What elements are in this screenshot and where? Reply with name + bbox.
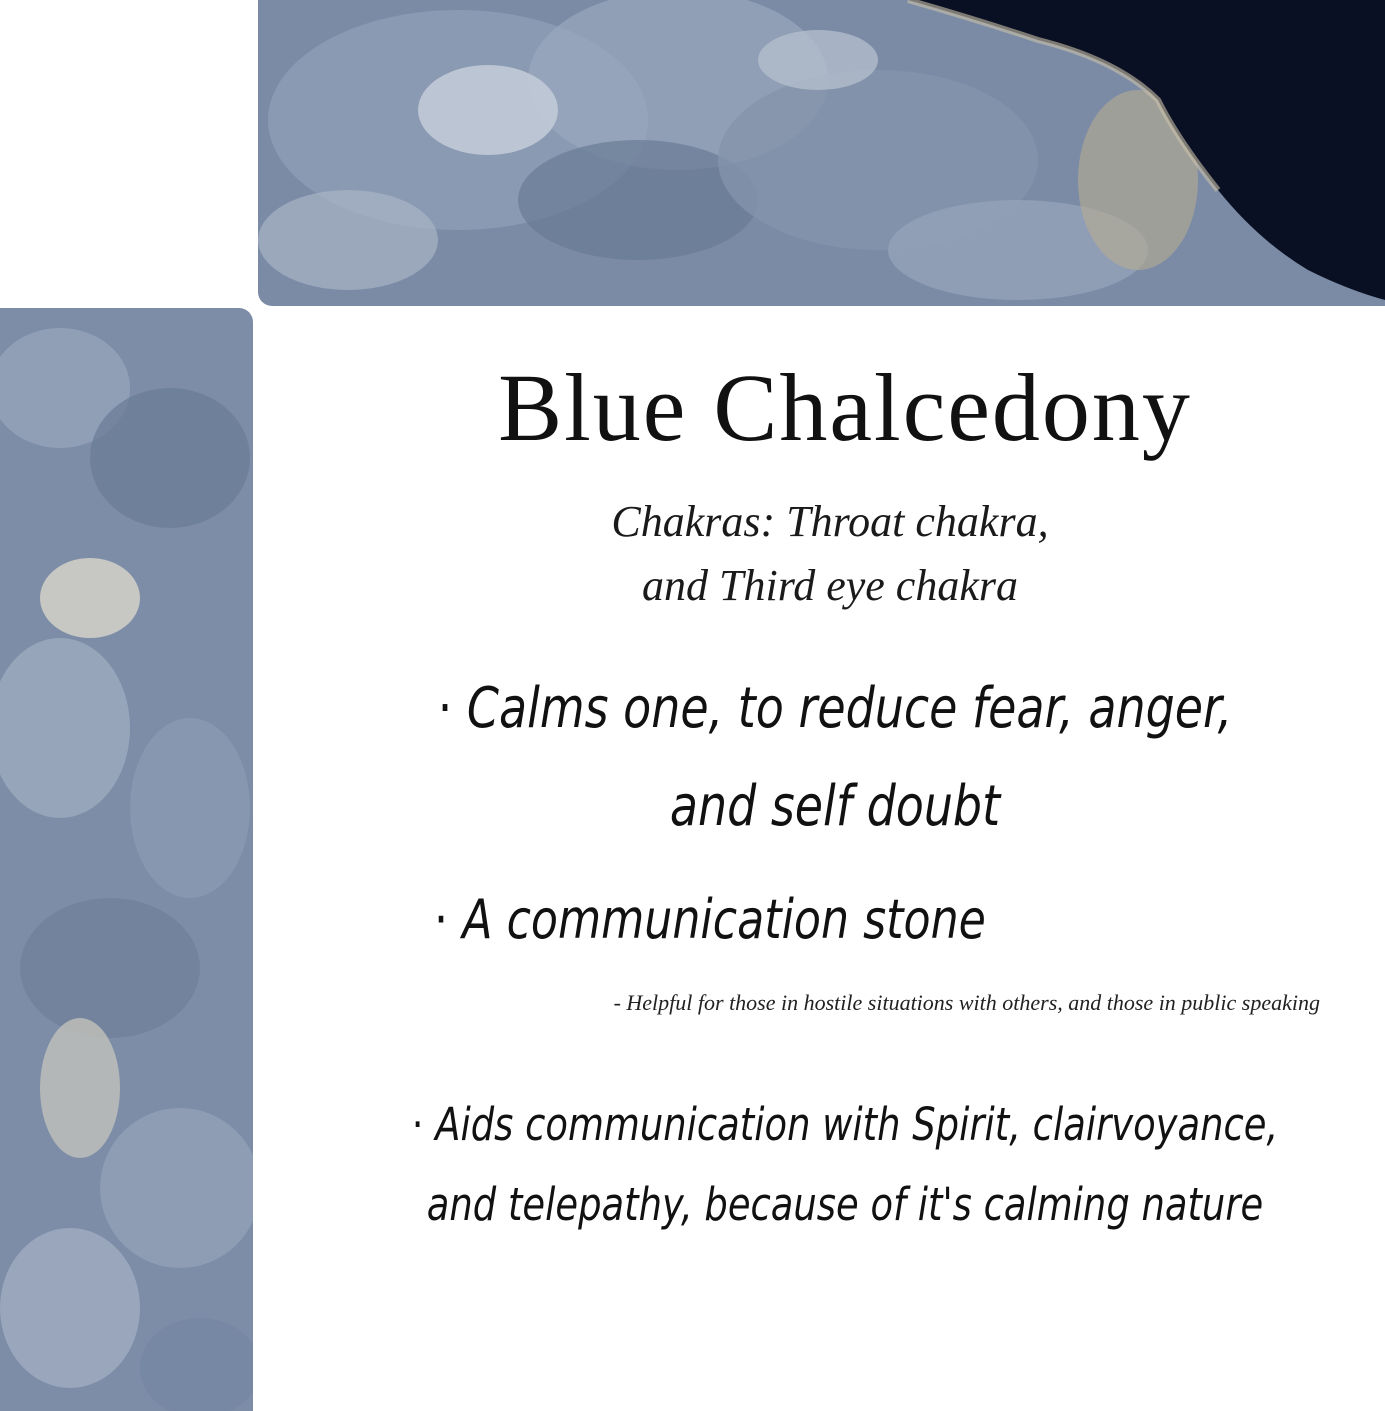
bullet-calms-line-1: Calms one, to reduce fear, anger,	[466, 676, 1233, 741]
page-title: Blue Chalcedony	[498, 354, 1192, 461]
stone-photo-top	[258, 0, 1385, 306]
bullet-dot: ·	[434, 888, 449, 951]
bullet-spirit-line-2: and telepathy, because of it's calming nature	[426, 1178, 1264, 1231]
chakras-line-1: Chakras: Throat chakra,	[611, 497, 1049, 546]
stone-photo-left	[0, 308, 253, 1411]
bullet-spirit-line-1: Aids communication with Spirit, clairvoyance,	[435, 1098, 1279, 1151]
public-speaking-note: - Helpful for those in hostile situations with others, and those in public speaking	[613, 990, 1320, 1015]
bullet-calms	[300, 660, 1370, 856]
bullet-calms-line-2: and self doubt	[669, 774, 1001, 839]
bullet-dot: ·	[411, 1098, 424, 1151]
bullet-communication-text: A communication stone	[462, 888, 986, 951]
bullet-dot: ·	[437, 676, 453, 741]
chakras-text	[430, 490, 1230, 618]
bullet-communication	[300, 880, 1120, 960]
chakras-line-2: and Third eye chakra	[642, 561, 1018, 610]
bullet-spirit	[300, 1085, 1385, 1245]
